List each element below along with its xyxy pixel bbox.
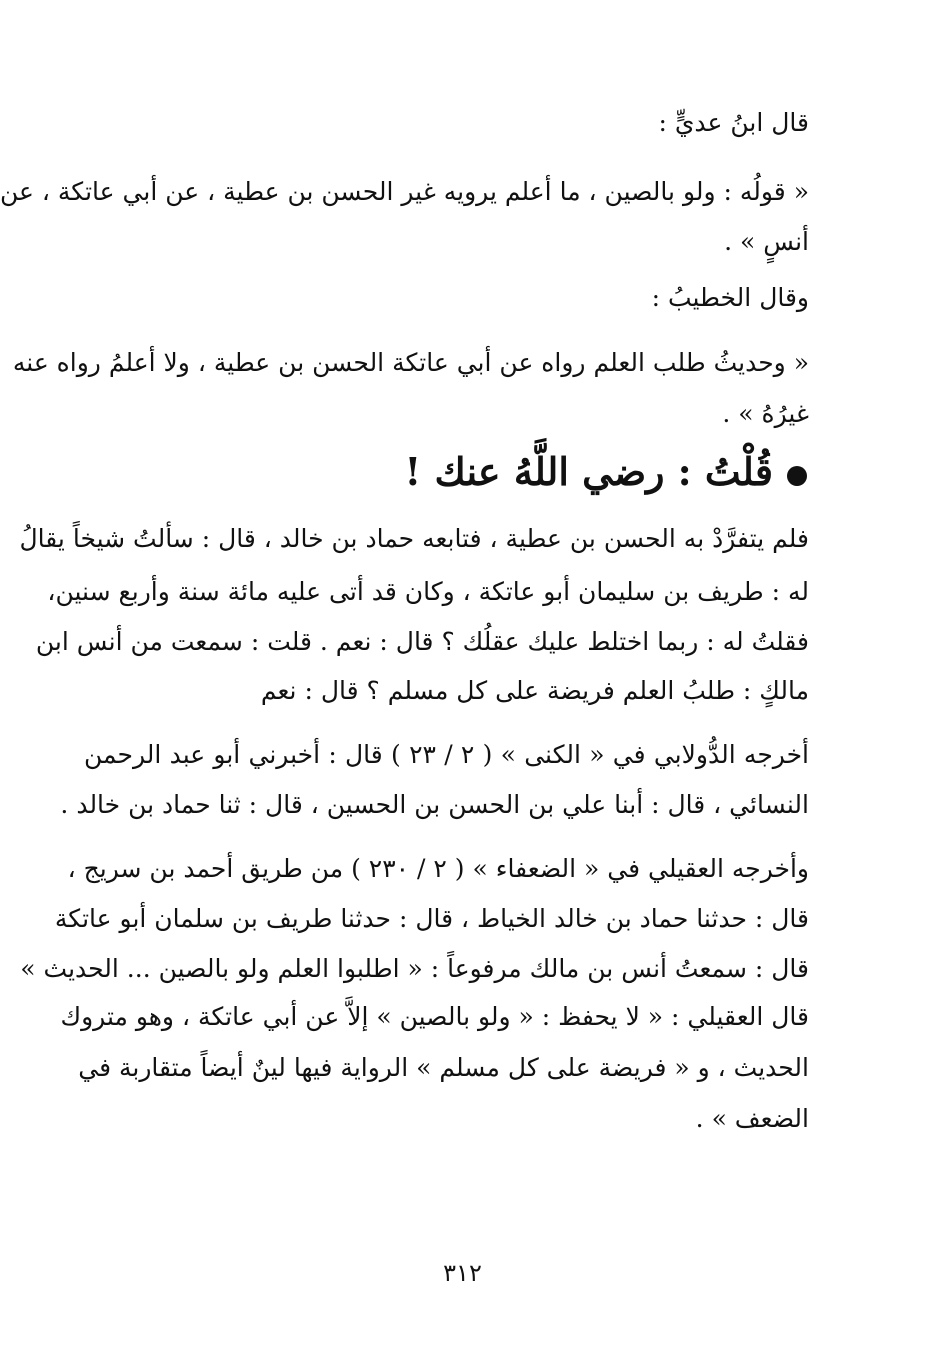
- section-heading: [405, 448, 807, 496]
- text-line-quote-khatib-end: غيرُهُ » .: [722, 399, 809, 428]
- text-line-uqayli-comment: الحديث ، و « فريضة على كل مسلم » الرواية فيها لينٌ أيضاً متقاربة في: [78, 1053, 809, 1082]
- text-line-ibn-adi: قال ابنُ عديٍّ :: [658, 108, 809, 137]
- text-line-quote-ibn-adi-end: أنسٍ » .: [724, 227, 809, 256]
- text-line-khatib: وقال الخطيبُ :: [651, 283, 809, 312]
- text-line-dulabi-end: النسائي ، قال : أبنا علي بن الحسن بن الحسين ، قال : ثنا حماد بن خالد .: [60, 790, 809, 819]
- text-line-dulabi: أخرجه الدُّولابي في « الكنى » ( ٢ / ٢٣ ) قال : أخبرني أبو عبد الرحمن: [84, 740, 809, 769]
- text-line-paragraph-1: فلم يتفرَّدْ به الحسن بن عطية ، فتابعه حماد بن خالد ، قال : سألتُ شيخاً يقالُ: [19, 524, 809, 553]
- text-line-uqayli: قال : حدثنا حماد بن خالد الخياط ، قال : حدثنا طريف بن سلمان أبو عاتكة: [54, 904, 809, 933]
- text-line-paragraph-1-end: مالكٍ : طلبُ العلم فريضة على كل مسلم ؟ قال : نعم: [260, 676, 809, 705]
- bullet-icon: [787, 466, 807, 486]
- text-line-paragraph-1: له : طريف بن سليمان أبو عاتكة ، وكان قد أتى عليه مائة سنة وأربع سنين،: [47, 577, 809, 606]
- text-line-paragraph-1: فقلتُ له : ربما اختلط عليك عقلُك ؟ قال : نعم . قلت : سمعت من أنس ابن: [35, 627, 809, 656]
- text-line-uqayli-end: الضعف » .: [695, 1104, 809, 1133]
- text-line-uqayli: وأخرجه العقيلي في « الضعفاء » ( ٢ / ٢٣٠ ) من طريق أحمد بن سريج ،: [67, 854, 809, 883]
- page-number: ٣١٢: [443, 1259, 482, 1287]
- text-line-quote-khatib: « وحديثُ طلب العلم رواه عن أبي عاتكة الحسن بن عطية ، ولا أعلمُ رواه عنه: [12, 348, 809, 377]
- text-line-quote-ibn-adi: « قولُه : ولو بالصين ، ما أعلم يرويه غير الحسن بن عطية ، عن أبي عاتكة ، عن: [0, 177, 809, 206]
- text-line-uqayli-comment: قال العقيلي : « لا يحفظ : « ولو بالصين » إلاَّ عن أبي عاتكة ، وهو متروك: [60, 1002, 809, 1031]
- text-line-uqayli-hadith: قال : سمعتُ أنس بن مالك مرفوعاً : « اطلبوا العلم ولو بالصين ... الحديث »: [20, 954, 809, 983]
- heading-text: قُلْتُ : رضي اللَّهُ عنك !: [404, 449, 773, 494]
